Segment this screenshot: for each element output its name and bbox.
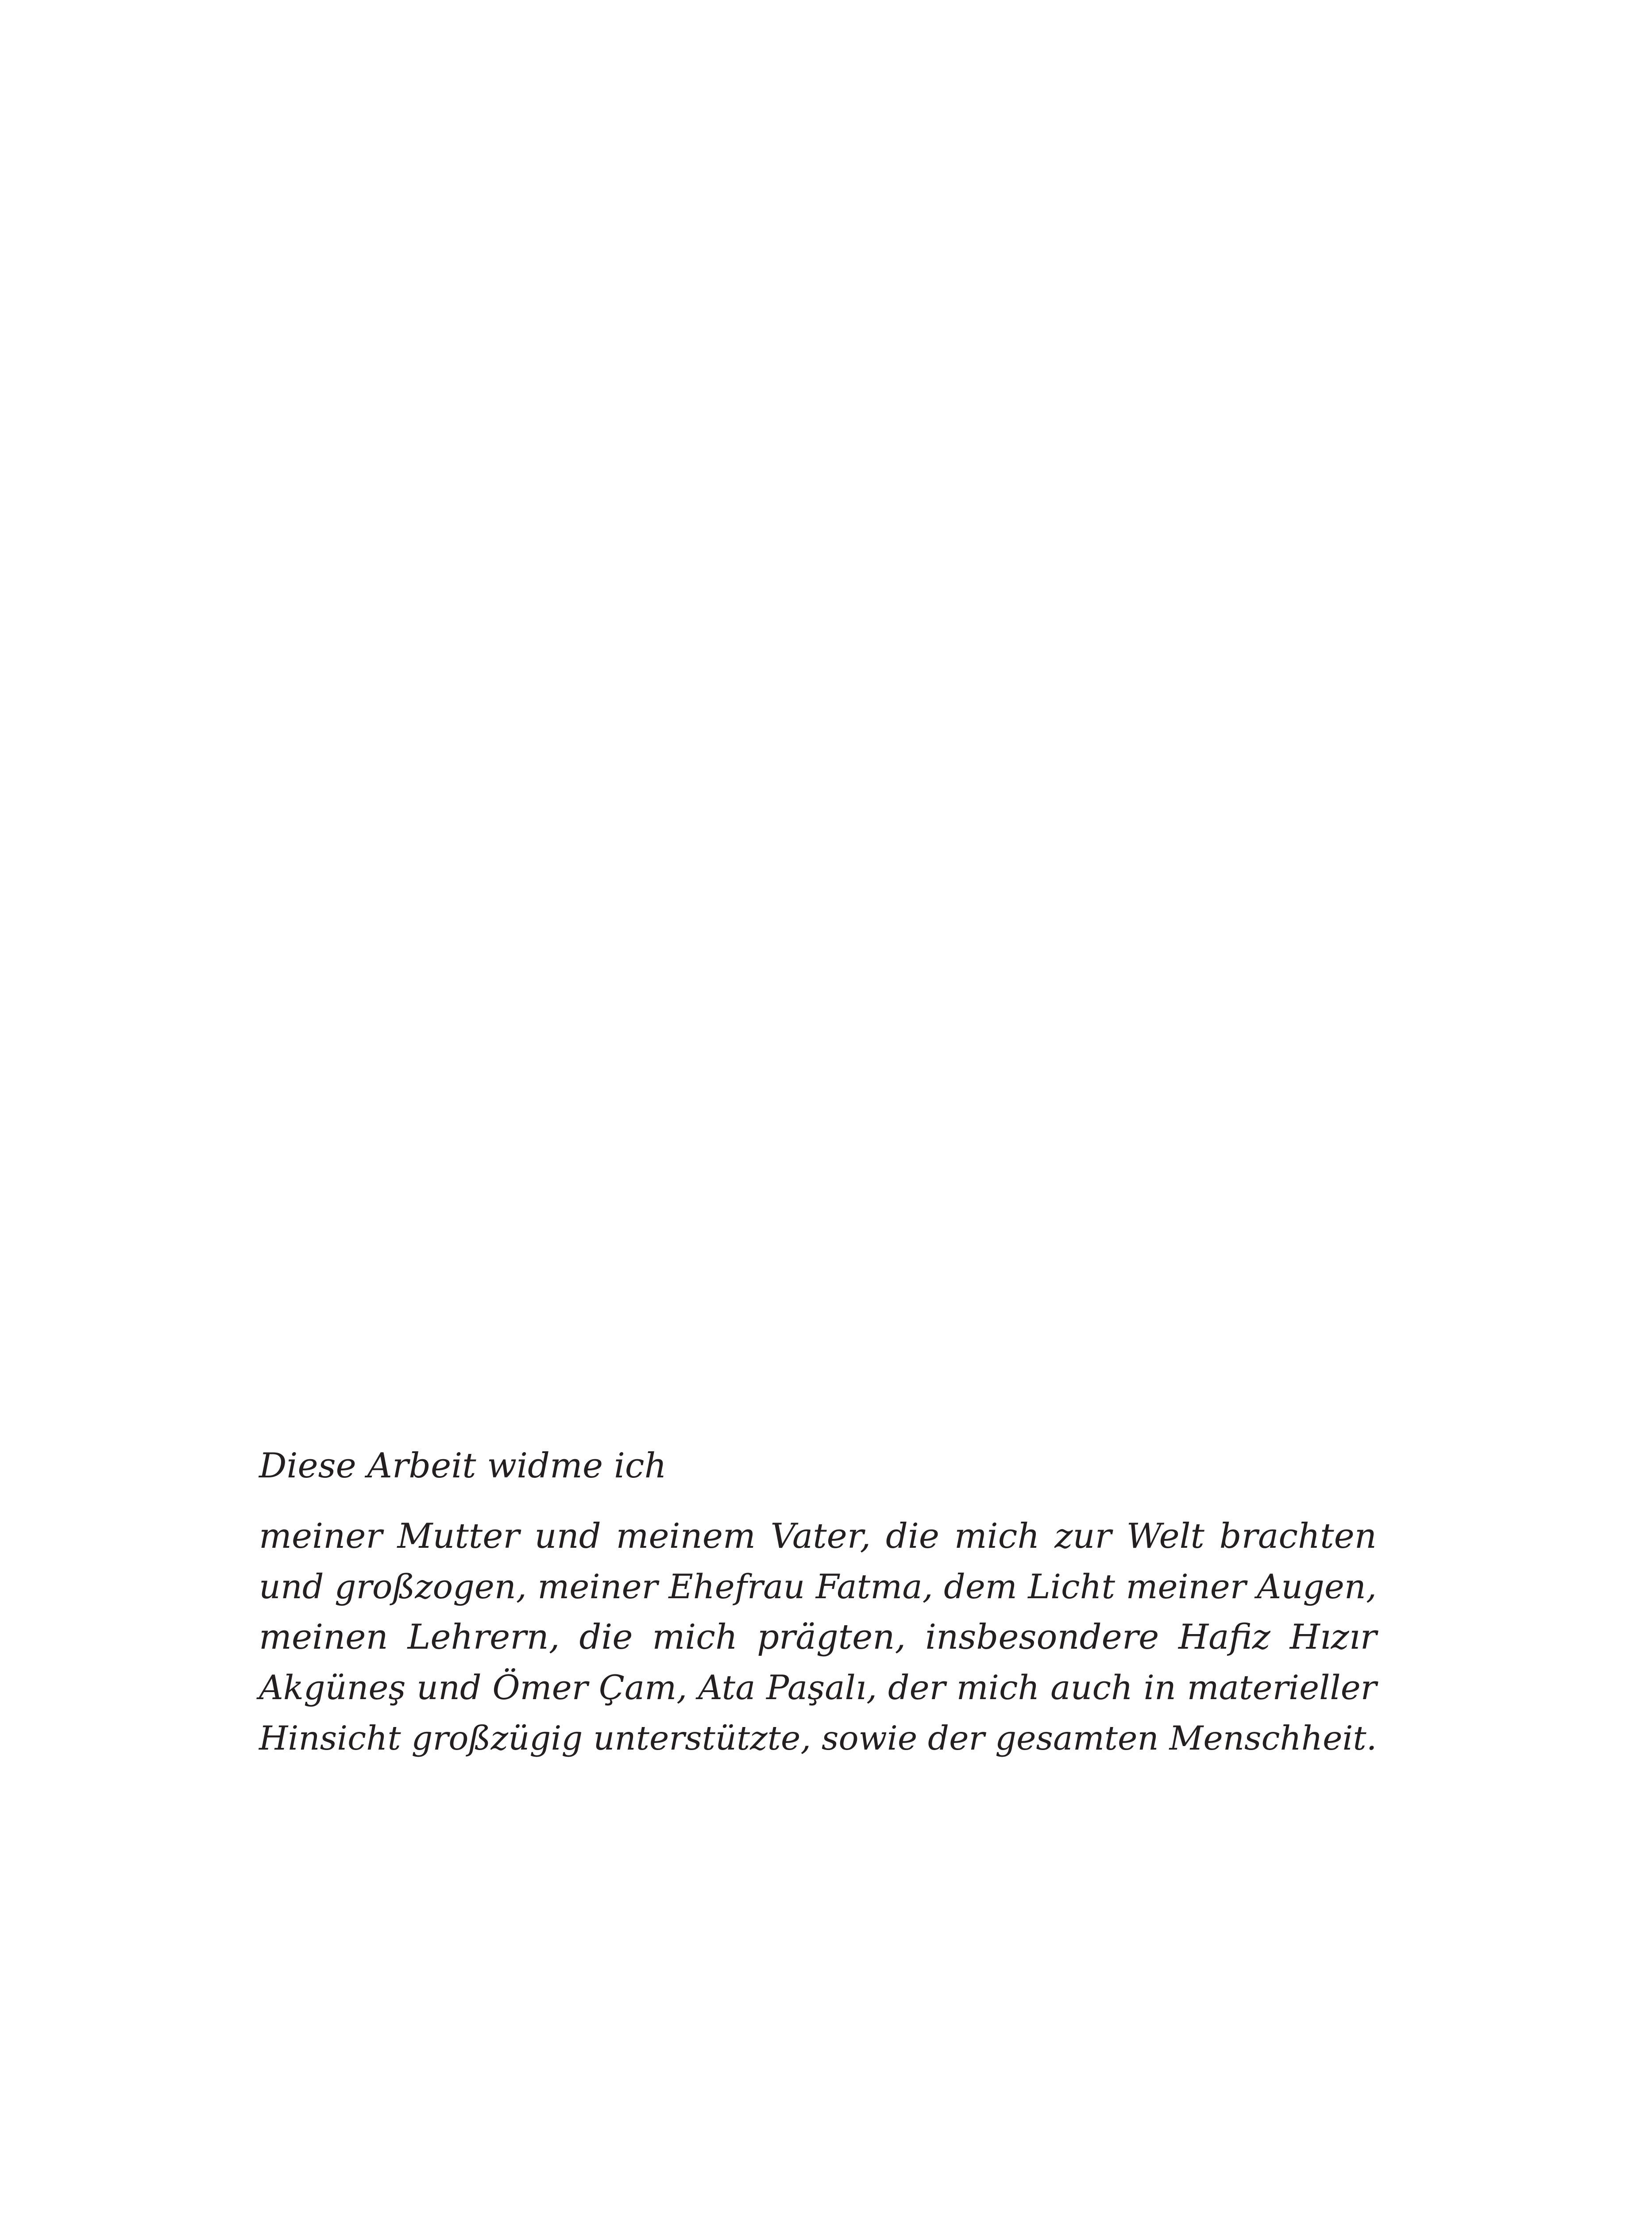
dedication-line: meiner Mutter und meinem Vater, die mich zur Welt brachten	[259, 1516, 1377, 1556]
dedication-line: Akgüneş und Ömer Çam, Ata Paşalı, der mich auch in materieller	[259, 1668, 1377, 1707]
dedication-line: und großzogen, meiner Ehefrau Fatma, dem Licht meiner Augen,	[259, 1567, 1377, 1606]
dedication-line: Hinsicht großzügig unterstützte, sowie der gesamten Menschheit.	[259, 1719, 1377, 1758]
dedication-intro: Diese Arbeit widme ich	[259, 1446, 667, 1486]
dedication-text	[259, 1511, 1377, 1763]
dedication-block	[259, 1444, 1377, 1763]
dedication-line: meinen Lehrern, die mich prägten, insbesondere Hafiz Hızır	[259, 1617, 1377, 1657]
